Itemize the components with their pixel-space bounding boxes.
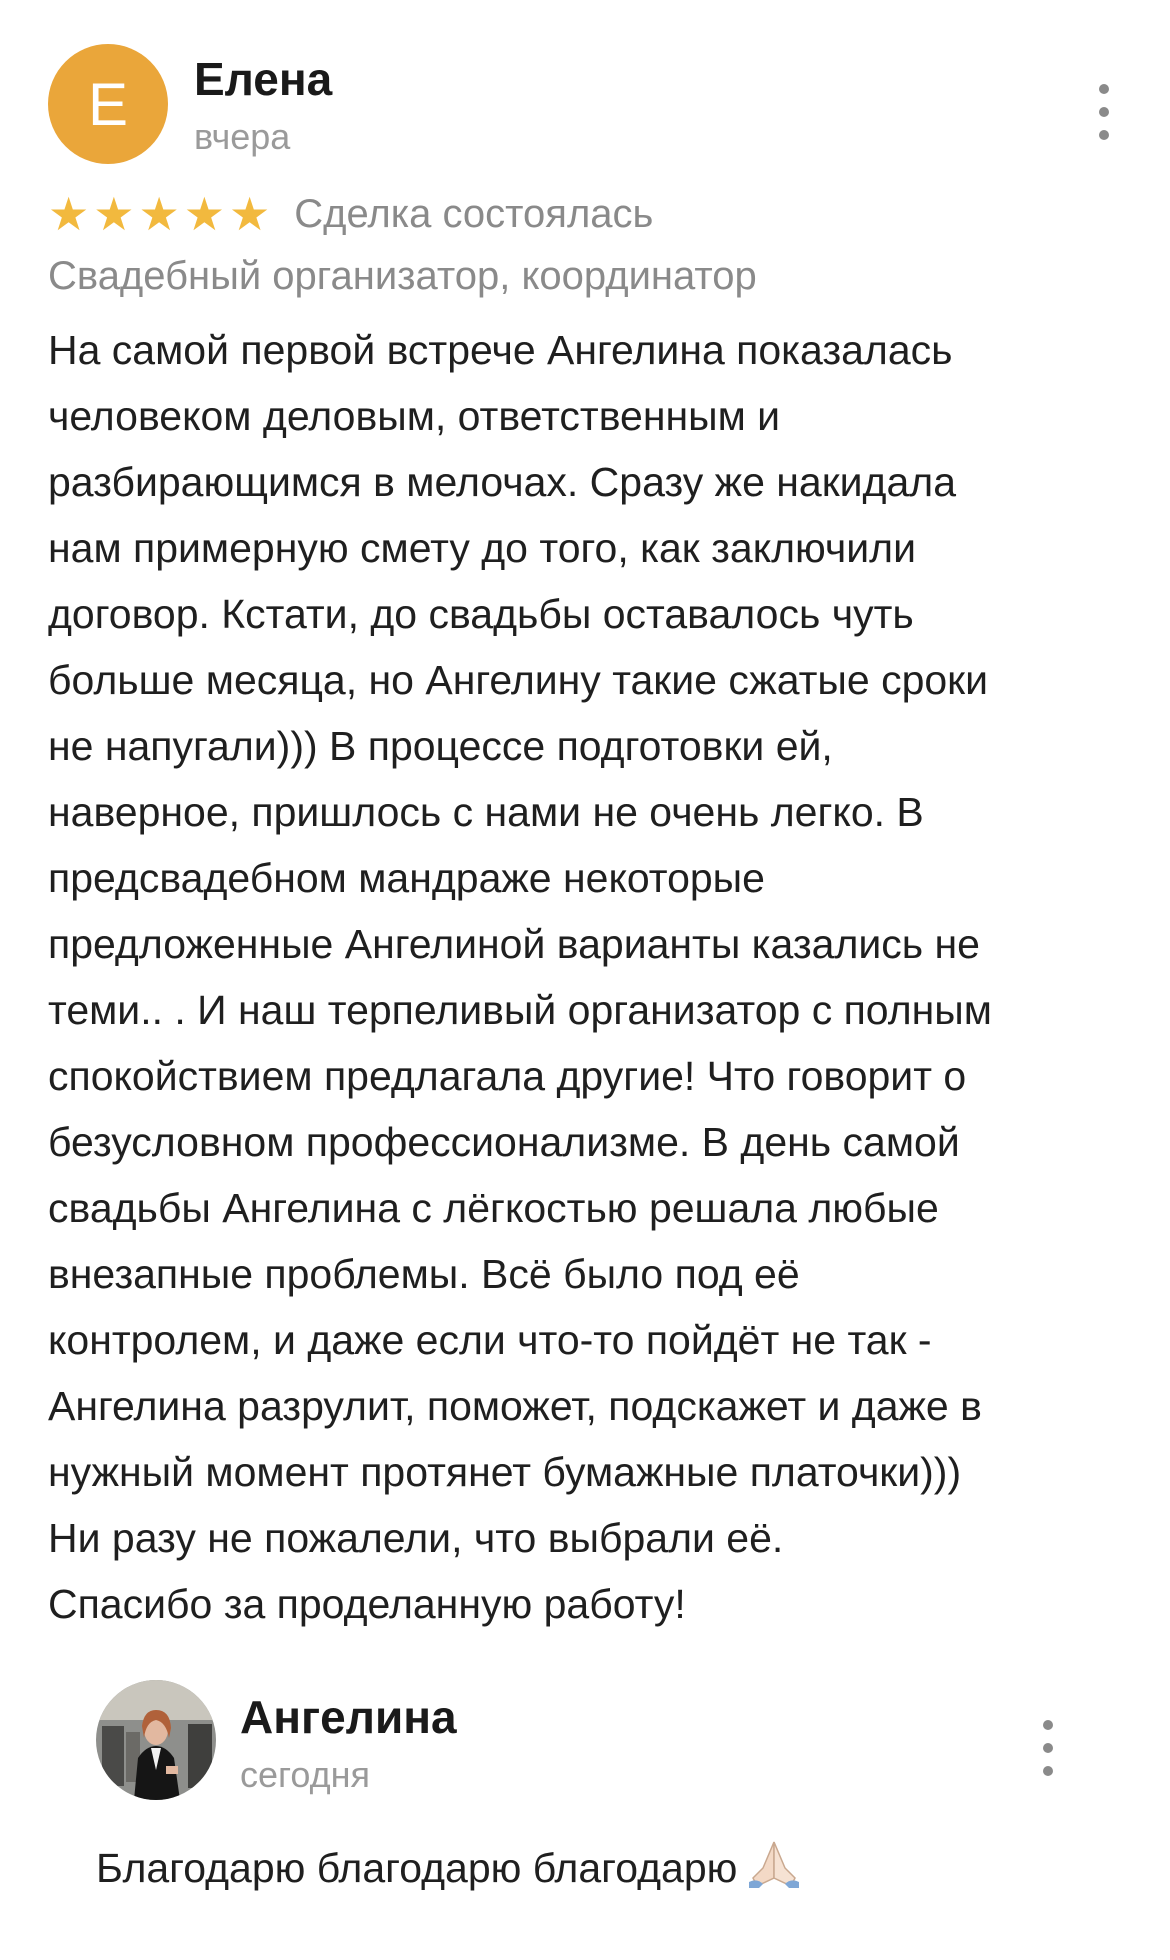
review-text: На самой первой встрече Ангелина показалась человеком деловым, ответственным и разбирающимся в мелочах. Сразу же накидала нам примерную смету до того, как заключили договор. Кстати, до свадьбы оставалось чуть больше месяца, но Ангелину такие сжатые сроки не напугали))) В процессе подготовки ей, наверное, пришлось с нами не очень легко. В предсвадебном мандраже некоторые предложенные Ангелиной варианты казались не теми.. . И наш терпеливый организатор с полным спокойствием предлагала другие! Что говорит о безусловном профессионализме. В день самой свадьбы Ангелина с лёгкостью решала любые внезапные проблемы. Всё было под её контролем, и даже если что-то пойдёт не так - Ангелина разрулит, поможет, подскажет и даже в нужный момент протянет бумажные платочки))) Ни разу не пожалели, что выбрали её. Спасибо за проделанную работу! — [48, 327, 992, 1627]
person-photo-icon — [96, 1680, 216, 1800]
review-header — [48, 44, 1128, 168]
avatar[interactable]: Е — [48, 44, 168, 164]
star-icon: ★ — [138, 188, 180, 240]
rating-row — [48, 186, 1128, 242]
star-icon: ★ — [48, 188, 90, 240]
rating-stars — [48, 188, 274, 240]
review-date: вчера — [194, 116, 291, 157]
review-author-name[interactable]: Елена — [194, 53, 333, 105]
review-card — [48, 44, 1128, 1637]
reply-text: Благодарю благодарю благодарю — [96, 1845, 738, 1891]
reply-author-name[interactable]: Ангелина — [240, 1691, 457, 1743]
star-icon: ★ — [93, 188, 135, 240]
reply-date: сегодня — [240, 1754, 370, 1795]
more-options-icon[interactable] — [1092, 84, 1116, 140]
reply-avatar[interactable] — [96, 1680, 216, 1800]
service-category: Свадебный организатор, координатор — [48, 254, 757, 298]
reply-text-row — [96, 1838, 801, 1898]
star-icon: ★ — [183, 188, 225, 240]
folded-hands-icon — [747, 1838, 801, 1898]
more-options-icon[interactable] — [1036, 1720, 1060, 1776]
deal-status: Сделка состоялась — [294, 191, 654, 236]
star-icon: ★ — [229, 188, 271, 240]
